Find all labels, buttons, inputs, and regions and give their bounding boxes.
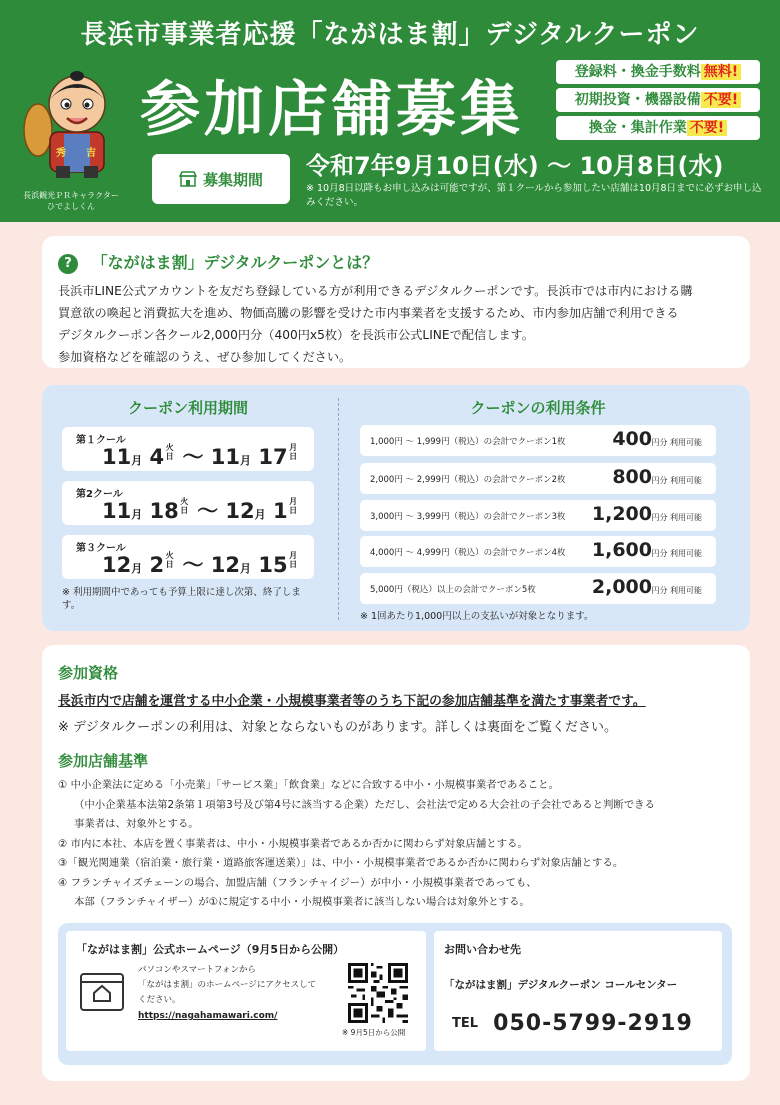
period-label-text: 募集期間: [202, 170, 263, 189]
condition-row: [360, 425, 716, 456]
condition-unit: 円分 利用可能: [651, 476, 702, 485]
homepage-description: [138, 963, 338, 1008]
eligibility-title: 参加資格: [58, 664, 119, 682]
criteria-title: 参加店舗基準: [58, 752, 149, 770]
criteria-line: ① 中小企業法に定める「小売業」「サービス業」「飲食業」などに合致する中小・小規模事業者であること。: [58, 779, 559, 791]
about-title: [58, 250, 734, 274]
cool-label: 第３クール: [76, 543, 126, 554]
contact-card: [434, 931, 722, 1051]
condition-text: 1,000円 ～ 1,999円（税込）の会計でクーポン1枚: [370, 437, 566, 447]
cool-label: 第１クール: [76, 435, 126, 446]
about-card: [42, 236, 750, 368]
tag-no-counting: [556, 116, 760, 140]
tag-free-fee: [556, 60, 760, 84]
condition-value: 1,600: [591, 539, 652, 561]
condition-text: 4,000円 ～ 4,999円（税込）の会計でクーポン4枚: [370, 548, 566, 558]
eligibility-main: 長浜市内で店舗を運営する中小企業・小規模事業者等のうち下記の参加店舗基準を満たす事業者です。: [58, 694, 646, 709]
condition-value: 400: [612, 428, 652, 450]
condition-unit: 円分 利用可能: [651, 513, 702, 522]
tag-text: 初期投資・機器設備: [574, 92, 701, 108]
mascot-caption-line2: ひでよしくん: [47, 202, 95, 211]
cool-range: 11月 4 火 日 ～ 11月 17 月 日: [102, 443, 298, 469]
mascot-badge-1: 秀: [56, 148, 66, 159]
criteria-list: [58, 776, 748, 913]
condition-row: [360, 463, 716, 494]
cool-period-1: [62, 427, 314, 471]
cool-range: 12月 2 火 日 ～ 12月 15 月 日: [102, 551, 298, 577]
homepage-title: 「ながはま割」公式ホームページ（9月5日から公開）: [76, 943, 345, 956]
condition-row: [360, 500, 716, 531]
phone-number[interactable]: 050-5799-2919: [493, 1011, 693, 1036]
tag-emphasis: 不要!: [701, 92, 741, 108]
weekday-tag: 火 日: [180, 497, 189, 515]
about-title-text: 「ながはま割」デジタルクーポンとは？: [91, 253, 379, 272]
criteria-line: ② 市内に本社、本店を置く事業者は、中小・小規模事業者であるか否かに関わらず対象店舗とする。: [58, 837, 528, 850]
tag-text: 換金・集計作業: [588, 120, 687, 136]
weekday-tag: 火 日: [165, 551, 174, 569]
weekday-tag: 月 日: [289, 551, 298, 569]
condition-text: 3,000円 ～ 3,999円（税込）の会計でクーポン3枚: [370, 512, 566, 522]
recruitment-note: ※ 10月8日以降もお申し込みは可能ですが、第１クールから参加したい店舗は10月8日までに必ずお申し込みください。: [306, 183, 762, 208]
website-icon: [80, 973, 124, 1011]
phone-number-row: [452, 1011, 693, 1036]
about-body: [58, 280, 734, 368]
recruitment-period-label: [152, 154, 290, 204]
condition-row: [360, 573, 716, 604]
mascot-illustration: [20, 70, 130, 182]
cool-period-3: [62, 535, 314, 579]
tag-no-investment: [556, 88, 760, 112]
contact-title: お問い合わせ先: [444, 943, 521, 956]
condition-unit: 円分 利用可能: [651, 549, 702, 558]
conditions-note: ※ 1回あたり1,000円以上の支払いが対象となります。: [360, 611, 594, 622]
criteria-line: ③「観光関連業（宿泊業・旅行業・道路旅客運送業）」は、中小・小規模事業者であるか否かに関わらず対象店舗とする。: [58, 857, 624, 869]
condition-unit: 円分 利用可能: [651, 438, 702, 447]
criteria-line: 事業者は、対象外とする。: [74, 818, 199, 830]
usage-period-title: クーポン利用期間: [127, 399, 248, 417]
condition-text: 5,000円（税込）以上の会計でクーポン5枚: [370, 585, 536, 595]
tag-text: 登録料・換金手数料: [574, 64, 701, 80]
weekday-tag: 火 日: [165, 443, 174, 461]
about-line: 参加資格などを確認のうえ、ぜひ参加してください。: [58, 349, 352, 364]
header-banner: [0, 0, 780, 222]
cool-period-2: [62, 481, 314, 525]
homepage-card: [66, 931, 426, 1051]
about-line: 買意欲の喚起と消費拡大を進め、物価高騰の影響を受けた市内事業者を支援するため、市内参加店舗で利用できる: [58, 305, 679, 320]
store-icon: [179, 171, 197, 187]
tel-label: TEL: [452, 1016, 479, 1031]
tag-emphasis: 不要!: [687, 120, 727, 136]
criteria-line: （中小企業基本法第2条第１項第3号及び第4号に該当する企業）ただし、会社法で定める大会社の子会社であると判断できる: [74, 798, 655, 811]
condition-value: 2,000: [591, 576, 652, 598]
call-center-name: 「ながはま割」デジタルクーポン コールセンター: [444, 979, 678, 991]
recruitment-dates: 令和7年9月10日(水) ～ 10月8日(水): [306, 152, 724, 180]
qr-note: ※ 9月5日から公開: [342, 1028, 406, 1037]
criteria-line: ④ フランチャイズチェーンの場合、加盟店舗（フランチャイジー）が中小・小規模事業者であっても、: [58, 876, 537, 889]
about-line: 長浜市LINE公式アカウントを友だち登録している方が利用できるデジタルクーポンです。長浜市では市内における購: [58, 283, 693, 298]
weekday-tag: 月 日: [289, 443, 298, 461]
homepage-desc-line: パソコンやスマートフォンから: [138, 965, 256, 975]
condition-row: [360, 536, 716, 567]
homepage-desc-line: ください。: [138, 995, 181, 1005]
homepage-url[interactable]: https://nagahamawari.com/: [138, 1011, 278, 1021]
criteria-line: 本部（フランチャイザー）が①に規定する中小・小規模事業者に該当しない場合は対象外とする。: [74, 896, 530, 908]
homepage-desc-line: 「ながはま割」のホームページにアクセスして: [138, 980, 317, 990]
header-title: 長浜市事業者応援「ながはま割」デジタルクーポン: [80, 20, 700, 50]
mascot-caption: [6, 190, 136, 212]
condition-value: 1,200: [591, 503, 652, 525]
mascot-caption-line1: 長浜観光ＰＲキャラクター: [23, 191, 119, 200]
condition-unit: 円分 利用可能: [651, 586, 702, 595]
qr-code[interactable]: [348, 963, 408, 1023]
about-line: デジタルクーポン各クール2,000円分（400円x5枚）を長浜市公式LINEで配信します。: [58, 327, 534, 342]
eligibility-note: ※ デジタルクーポンの利用は、対象とならないものがあります。詳しくは裏面をご覧ください。: [58, 720, 617, 735]
cool-range: 11月 18 火 日 ～ 12月 1 月 日: [102, 497, 298, 523]
condition-text: 2,000円 ～ 2,999円（税込）の会計でクーポン2枚: [370, 475, 566, 485]
usage-conditions-title: クーポンの利用条件: [470, 399, 606, 417]
usage-period-note: ※ 利用期間中であっても予算上限に達し次第、終了します。: [62, 587, 301, 611]
cool-label: 第2クール: [76, 489, 123, 500]
mascot-badge-2: 吉: [86, 148, 96, 159]
recruitment-title: 参加店舗募集: [140, 75, 524, 145]
question-icon: ?: [58, 254, 78, 274]
tag-emphasis: 無料!: [701, 64, 741, 80]
weekday-tag: 月 日: [289, 497, 298, 515]
condition-value: 800: [612, 466, 652, 488]
column-divider: [338, 398, 339, 620]
